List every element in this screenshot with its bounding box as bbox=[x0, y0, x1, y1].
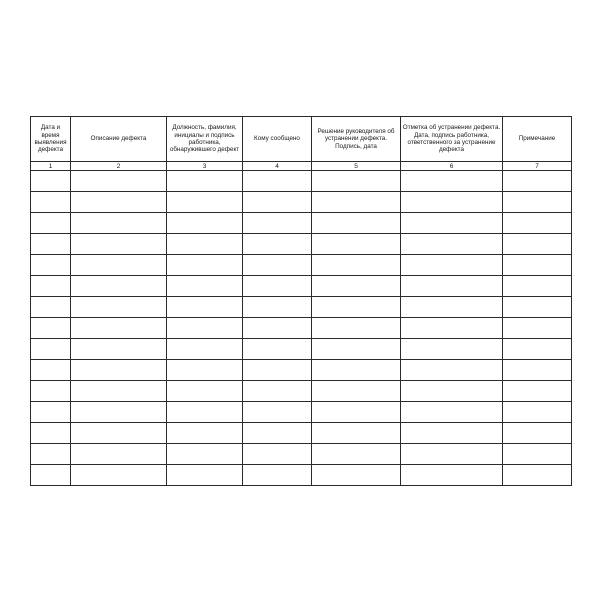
column-number-cell: 6 bbox=[401, 162, 503, 171]
table-cell bbox=[243, 339, 312, 360]
table-row bbox=[31, 276, 572, 297]
table-cell bbox=[401, 213, 503, 234]
table-cell bbox=[243, 423, 312, 444]
table-cell bbox=[167, 318, 243, 339]
header-cell-fix-mark: Отметка об устранении дефекта. Дата, подпись работника, ответственного за устранение дефекта bbox=[401, 117, 503, 162]
table-cell bbox=[243, 213, 312, 234]
table-cell bbox=[243, 192, 312, 213]
table-cell bbox=[71, 444, 167, 465]
table-cell bbox=[243, 234, 312, 255]
table-cell bbox=[401, 381, 503, 402]
defect-log-table bbox=[30, 116, 572, 486]
table-cell bbox=[31, 402, 71, 423]
table-cell bbox=[503, 381, 572, 402]
table-cell bbox=[312, 213, 401, 234]
table-cell bbox=[401, 234, 503, 255]
table-cell bbox=[71, 234, 167, 255]
column-number-cell: 4 bbox=[243, 162, 312, 171]
table-cell bbox=[503, 234, 572, 255]
table-cell bbox=[243, 360, 312, 381]
table-row bbox=[31, 213, 572, 234]
table-cell bbox=[167, 339, 243, 360]
table-cell bbox=[312, 423, 401, 444]
column-number-row bbox=[31, 162, 572, 171]
table-cell bbox=[71, 171, 167, 192]
table-row bbox=[31, 465, 572, 486]
table-cell bbox=[31, 423, 71, 444]
table-cell bbox=[503, 360, 572, 381]
table-cell bbox=[312, 234, 401, 255]
table-cell bbox=[31, 276, 71, 297]
table-cell bbox=[71, 255, 167, 276]
table-cell bbox=[31, 318, 71, 339]
table-row bbox=[31, 171, 572, 192]
table-cell bbox=[243, 171, 312, 192]
table-cell bbox=[31, 213, 71, 234]
column-number-cell: 7 bbox=[503, 162, 572, 171]
table-cell bbox=[71, 318, 167, 339]
table-cell bbox=[503, 171, 572, 192]
header-cell-detected-by: Должность, фамилия, инициалы и подпись работника, обнаружившего дефект bbox=[167, 117, 243, 162]
table-cell bbox=[71, 276, 167, 297]
table-cell bbox=[31, 381, 71, 402]
table-cell bbox=[312, 255, 401, 276]
table-cell bbox=[401, 276, 503, 297]
table-cell bbox=[31, 297, 71, 318]
column-number-cell: 3 bbox=[167, 162, 243, 171]
table-row bbox=[31, 402, 572, 423]
table-cell bbox=[401, 339, 503, 360]
table-cell bbox=[167, 297, 243, 318]
table-row bbox=[31, 444, 572, 465]
table-cell bbox=[401, 318, 503, 339]
table-cell bbox=[167, 234, 243, 255]
table-cell bbox=[167, 276, 243, 297]
table-row bbox=[31, 381, 572, 402]
table-cell bbox=[401, 255, 503, 276]
column-number-cell: 1 bbox=[31, 162, 71, 171]
table-cell bbox=[312, 402, 401, 423]
table-cell bbox=[71, 423, 167, 444]
table-cell bbox=[31, 360, 71, 381]
table-cell bbox=[167, 192, 243, 213]
table-row bbox=[31, 318, 572, 339]
table-cell bbox=[31, 255, 71, 276]
column-number-cell: 2 bbox=[71, 162, 167, 171]
table-cell bbox=[243, 402, 312, 423]
table-cell bbox=[243, 444, 312, 465]
table-row bbox=[31, 423, 572, 444]
table-cell bbox=[503, 339, 572, 360]
table-cell bbox=[503, 318, 572, 339]
table-cell bbox=[401, 423, 503, 444]
table-cell bbox=[312, 192, 401, 213]
table-cell bbox=[167, 423, 243, 444]
table-cell bbox=[312, 339, 401, 360]
table-cell bbox=[503, 402, 572, 423]
table-cell bbox=[503, 255, 572, 276]
table-row bbox=[31, 234, 572, 255]
table-cell bbox=[503, 213, 572, 234]
table-cell bbox=[167, 402, 243, 423]
table-cell bbox=[503, 192, 572, 213]
table-cell bbox=[71, 465, 167, 486]
table-cell bbox=[401, 192, 503, 213]
table-cell bbox=[503, 276, 572, 297]
table-cell bbox=[243, 276, 312, 297]
header-cell-manager-decision: Решение руководителя об устранении дефекта. Подпись, дата bbox=[312, 117, 401, 162]
table-cell bbox=[243, 297, 312, 318]
table-cell bbox=[503, 297, 572, 318]
table-cell bbox=[31, 444, 71, 465]
table-cell bbox=[312, 318, 401, 339]
table-cell bbox=[71, 360, 167, 381]
header-row bbox=[31, 117, 572, 162]
table-cell bbox=[401, 360, 503, 381]
table-cell bbox=[401, 402, 503, 423]
table-row bbox=[31, 360, 572, 381]
table-cell bbox=[31, 339, 71, 360]
table-cell bbox=[401, 297, 503, 318]
table-row bbox=[31, 192, 572, 213]
table-cell bbox=[401, 444, 503, 465]
header-cell-defect-description: Описание дефекта bbox=[71, 117, 167, 162]
table-cell bbox=[167, 255, 243, 276]
table-cell bbox=[31, 171, 71, 192]
table-cell bbox=[243, 381, 312, 402]
table-row bbox=[31, 297, 572, 318]
table-cell bbox=[312, 171, 401, 192]
table-cell bbox=[31, 465, 71, 486]
table-body bbox=[31, 171, 572, 486]
table-cell bbox=[312, 276, 401, 297]
table-cell bbox=[503, 423, 572, 444]
table-cell bbox=[71, 297, 167, 318]
table-cell bbox=[167, 465, 243, 486]
table-cell bbox=[401, 171, 503, 192]
header-cell-date-detected: Дата и время выявления дефекта bbox=[31, 117, 71, 162]
table-cell bbox=[167, 360, 243, 381]
table-cell bbox=[31, 192, 71, 213]
column-number-cell: 5 bbox=[312, 162, 401, 171]
table-cell bbox=[312, 444, 401, 465]
table-cell bbox=[503, 444, 572, 465]
table-cell bbox=[312, 465, 401, 486]
table-cell bbox=[167, 381, 243, 402]
table-cell bbox=[167, 171, 243, 192]
header-cell-note: Примечание bbox=[503, 117, 572, 162]
table-cell bbox=[243, 255, 312, 276]
table-cell bbox=[312, 381, 401, 402]
table-cell bbox=[71, 381, 167, 402]
table-row bbox=[31, 255, 572, 276]
table-cell bbox=[71, 402, 167, 423]
table-cell bbox=[312, 297, 401, 318]
table-cell bbox=[167, 213, 243, 234]
table-cell bbox=[71, 213, 167, 234]
table-row bbox=[31, 339, 572, 360]
header-cell-reported-to: Кому сообщено bbox=[243, 117, 312, 162]
table-cell bbox=[312, 360, 401, 381]
table-cell bbox=[503, 465, 572, 486]
table-cell bbox=[167, 444, 243, 465]
table-cell bbox=[243, 318, 312, 339]
table-cell bbox=[71, 339, 167, 360]
table-cell bbox=[71, 192, 167, 213]
table-cell bbox=[401, 465, 503, 486]
table-cell bbox=[31, 234, 71, 255]
table-cell bbox=[243, 465, 312, 486]
